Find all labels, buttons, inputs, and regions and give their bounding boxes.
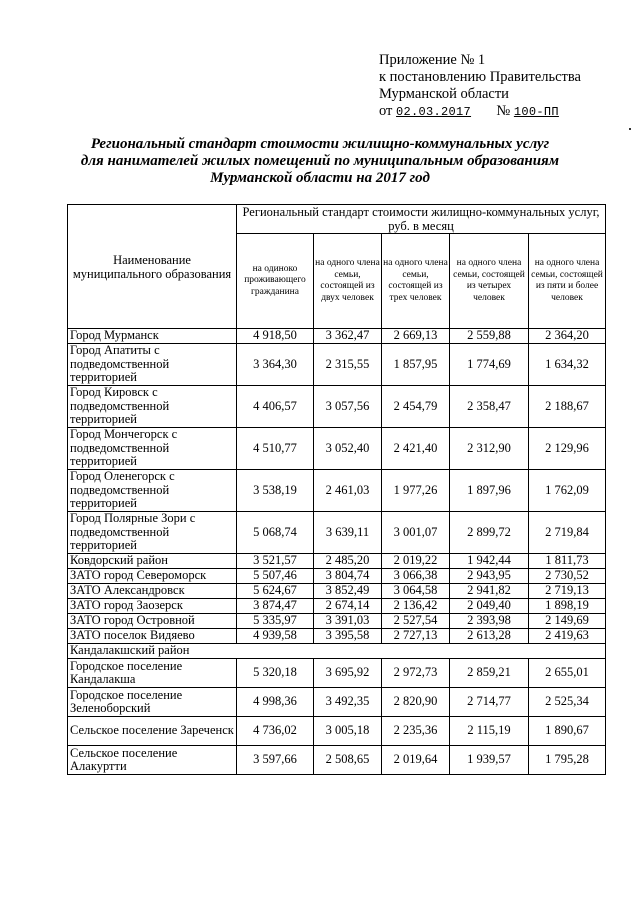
table-row [68,717,606,746]
subheader-four: на одного члена семьи, состоящей из четырех человек [450,234,529,329]
table-row [68,659,606,688]
cost-value: 2 149,69 [529,614,606,629]
cost-value: 2 312,90 [450,428,529,470]
decree-date: 02.03.2017 [396,105,472,119]
table-row [68,746,606,775]
decree-number: 100-ПП [513,105,559,119]
cost-value: 2 899,72 [450,512,529,554]
title-line-3: Мурманской области на 2017 год [210,170,430,186]
municipality-name: Город Полярные Зори с подведомственной территорией [68,512,237,554]
table-row [68,688,606,717]
cost-value: 3 364,30 [237,344,314,386]
cost-value: 2 393,98 [450,614,529,629]
cost-value: 2 454,79 [382,386,450,428]
table-row [68,584,606,599]
cost-value: 3 362,47 [314,329,382,344]
document-title [60,136,580,187]
table-row [68,512,606,554]
cost-value: 1 811,73 [529,554,606,569]
header-municipality: Наименование муниципального образования [68,205,237,329]
appendix-line-2: к постановлению Правительства [379,69,581,85]
cost-value: 4 918,50 [237,329,314,344]
from-label: от [379,103,393,119]
cost-value: 1 774,69 [450,344,529,386]
cost-value: 1 762,09 [529,470,606,512]
municipality-name: ЗАТО Александровск [68,584,237,599]
cost-value: 1 897,96 [450,470,529,512]
cost-value: 1 857,95 [382,344,450,386]
municipality-name: Ковдорский район [68,554,237,569]
municipality-name: ЗАТО город Островной [68,614,237,629]
cost-value: 5 507,46 [237,569,314,584]
municipality-name: Город Апатиты с подведомственной территорией [68,344,237,386]
cost-value: 2 315,55 [314,344,382,386]
cost-value: 3 064,58 [382,584,450,599]
municipality-name: Город Мурманск [68,329,237,344]
table-row [68,386,606,428]
cost-value: 2 419,63 [529,629,606,644]
table-row [68,329,606,344]
cost-value: 3 005,18 [314,717,382,746]
municipality-name: Город Кировск с подведомственной территорией [68,386,237,428]
cost-value: 1 890,67 [529,717,606,746]
cost-value: 2 669,13 [382,329,450,344]
number-label: № [496,103,511,119]
cost-value: 2 525,34 [529,688,606,717]
table-row [68,428,606,470]
cost-value: 3 538,19 [237,470,314,512]
cost-value: 2 719,84 [529,512,606,554]
scan-speck [629,128,631,130]
cost-value: 3 066,38 [382,569,450,584]
table-body [68,329,606,775]
municipality-name: Сельское поселение Зареченск [68,717,237,746]
cost-value: 3 639,11 [314,512,382,554]
cost-value: 3 852,49 [314,584,382,599]
municipality-name: ЗАТО поселок Видяево [68,629,237,644]
cost-value: 3 521,57 [237,554,314,569]
cost-value: 3 597,66 [237,746,314,775]
cost-value: 2 943,95 [450,569,529,584]
appendix-line-1: Приложение № 1 [379,52,486,68]
cost-value: 2 019,22 [382,554,450,569]
section-row [68,644,606,659]
subheader-five-plus: на одного члена семьи, состоящей из пяти и более человек [529,234,606,329]
cost-value: 2 527,54 [382,614,450,629]
cost-value: 2 358,47 [450,386,529,428]
subheader-two: на одного члена семьи, состоящей из двух человек [314,234,382,329]
table-row [68,344,606,386]
section-title: Кандалакшский район [68,644,606,659]
cost-value: 3 695,92 [314,659,382,688]
appendix-line-3: Мурманской области [379,86,509,102]
cost-value: 3 057,56 [314,386,382,428]
subheader-single: на одиноко проживающего гражданина [237,234,314,329]
title-line-1: Региональный стандарт стоимости жилищно-коммунальных услуг [90,136,550,152]
cost-value: 5 335,97 [237,614,314,629]
table-row [68,599,606,614]
cost-value: 2 674,14 [314,599,382,614]
cost-value: 4 939,58 [237,629,314,644]
cost-value: 2 941,82 [450,584,529,599]
cost-value: 3 874,47 [237,599,314,614]
table-row [68,614,606,629]
cost-value: 2 655,01 [529,659,606,688]
table-row [68,554,606,569]
cost-value: 4 510,77 [237,428,314,470]
cost-value: 1 795,28 [529,746,606,775]
cost-value: 3 395,58 [314,629,382,644]
cost-value: 2 049,40 [450,599,529,614]
cost-value: 1 977,26 [382,470,450,512]
cost-value: 2 820,90 [382,688,450,717]
cost-value: 4 736,02 [237,717,314,746]
municipality-name: Город Мончегорск с подведомственной территорией [68,428,237,470]
appendix-block [379,52,619,121]
standards-table [67,204,606,775]
cost-value: 5 320,18 [237,659,314,688]
cost-value: 1 942,44 [450,554,529,569]
cost-value: 4 406,57 [237,386,314,428]
cost-value: 3 391,03 [314,614,382,629]
municipality-name: Сельское поселение Алакуртти [68,746,237,775]
title-line-2: для нанимателей жилых помещений по муниципальным образованиям [80,153,560,169]
cost-value: 2 859,21 [450,659,529,688]
municipality-name: Городское поселение Зеленоборский [68,688,237,717]
cost-value: 2 188,67 [529,386,606,428]
cost-value: 5 068,74 [237,512,314,554]
header-standard: Региональный стандарт стоимости жилищно-коммунальных услуг, руб. в месяц [237,205,606,234]
cost-value: 2 714,77 [450,688,529,717]
cost-value: 5 624,67 [237,584,314,599]
cost-value: 2 235,36 [382,717,450,746]
appendix-date-line [379,103,619,121]
cost-value: 3 052,40 [314,428,382,470]
cost-value: 2 364,20 [529,329,606,344]
cost-value: 2 136,42 [382,599,450,614]
cost-value: 2 559,88 [450,329,529,344]
cost-value: 2 719,13 [529,584,606,599]
cost-value: 3 804,74 [314,569,382,584]
cost-value: 2 727,13 [382,629,450,644]
cost-value: 2 115,19 [450,717,529,746]
cost-value: 2 461,03 [314,470,382,512]
cost-value: 1 939,57 [450,746,529,775]
table-row [68,569,606,584]
cost-value: 2 129,96 [529,428,606,470]
municipality-name: ЗАТО город Североморск [68,569,237,584]
cost-value: 2 019,64 [382,746,450,775]
cost-value: 1 898,19 [529,599,606,614]
cost-value: 3 492,35 [314,688,382,717]
subheader-three: на одного члена семьи, состоящей из трех человек [382,234,450,329]
cost-value: 4 998,36 [237,688,314,717]
table-row [68,629,606,644]
cost-value: 2 485,20 [314,554,382,569]
cost-value: 1 634,32 [529,344,606,386]
municipality-name: Город Оленегорск с подведомственной территорией [68,470,237,512]
cost-value: 2 421,40 [382,428,450,470]
municipality-name: Городское поселение Кандалакша [68,659,237,688]
municipality-name: ЗАТО город Заозерск [68,599,237,614]
cost-value: 2 508,65 [314,746,382,775]
cost-value: 3 001,07 [382,512,450,554]
cost-value: 2 730,52 [529,569,606,584]
cost-value: 2 972,73 [382,659,450,688]
table-row [68,470,606,512]
cost-value: 2 613,28 [450,629,529,644]
